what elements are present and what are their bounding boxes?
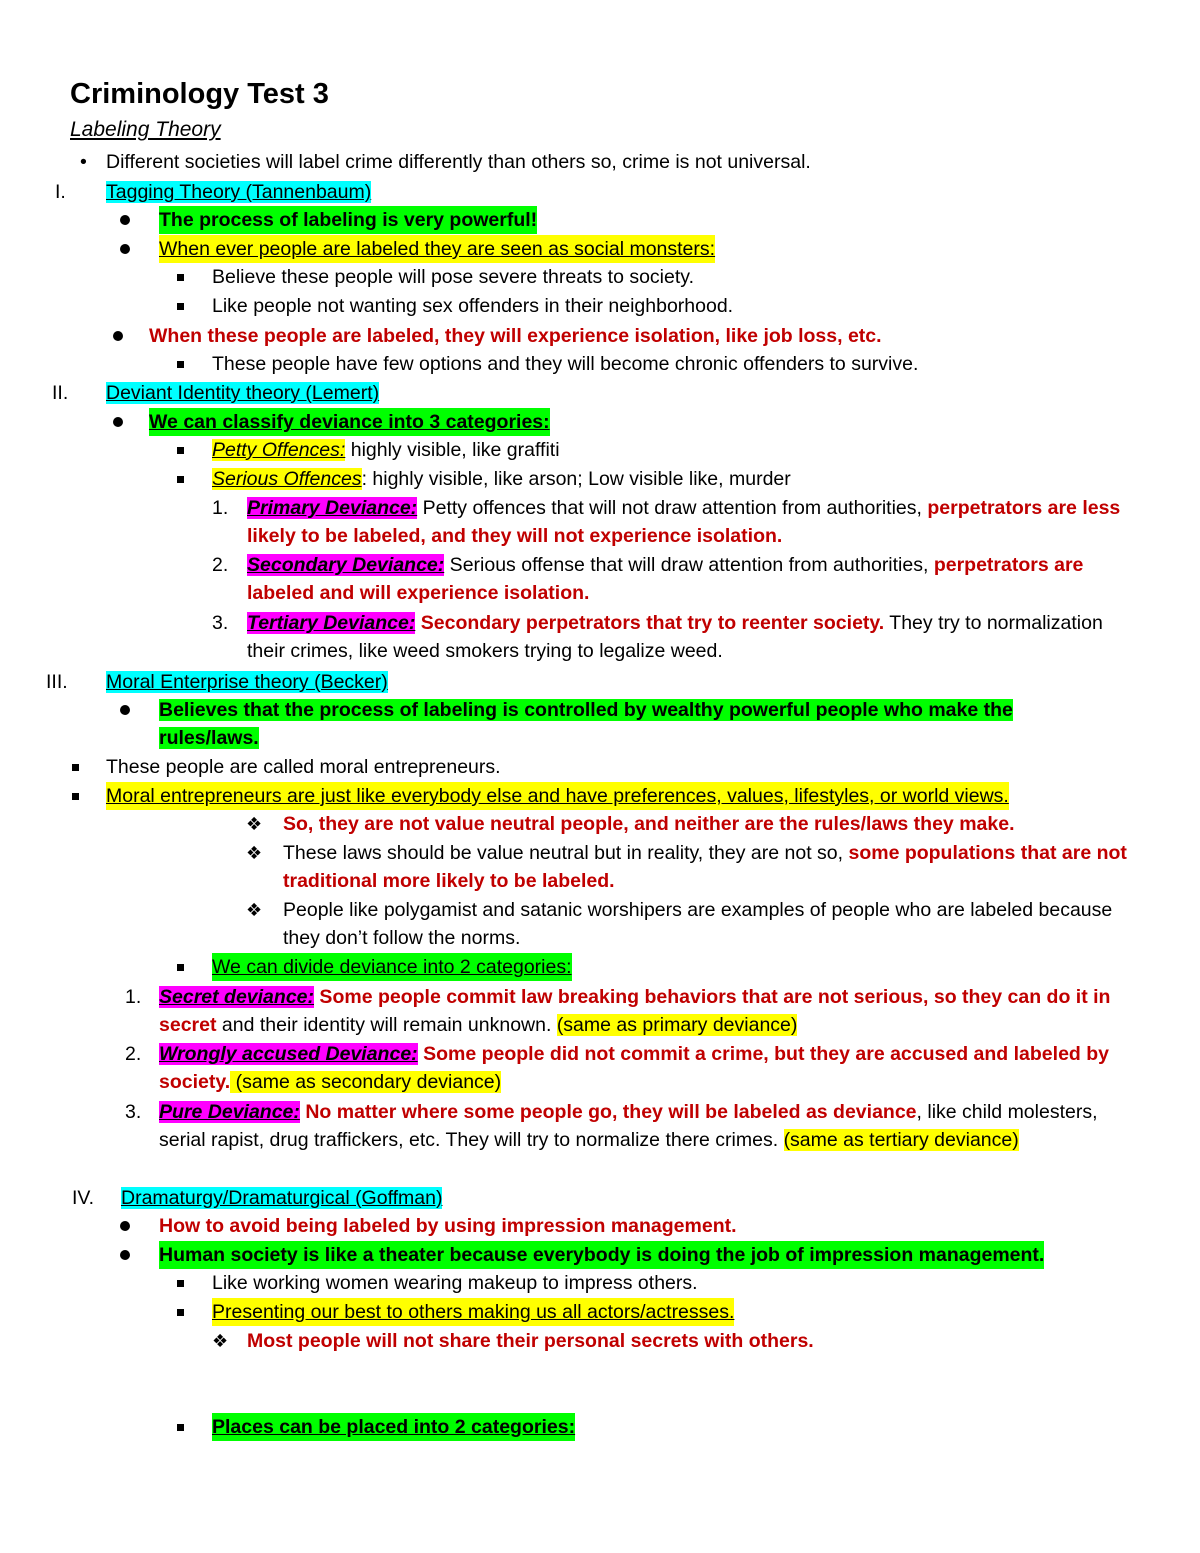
moral-point-1-line1 xyxy=(159,696,1013,724)
tertiary-deviance xyxy=(247,609,1137,665)
moral-diamond-2 xyxy=(283,839,1143,895)
serious-offences xyxy=(212,465,791,493)
drama-point-2: Human society is like a theater because everybody is doing the job of impression management. xyxy=(159,1241,1044,1269)
moral-p1-l2: rules/laws. xyxy=(159,727,259,749)
square-bullet xyxy=(177,447,184,454)
tagging-point-2b: Like people not wanting sex offenders in their neighborhood. xyxy=(212,295,734,317)
square-bullet xyxy=(177,1424,184,1431)
document-subtitle: Labeling Theory xyxy=(70,118,221,141)
square-bullet xyxy=(177,274,184,281)
section-heading-tagging xyxy=(106,178,371,206)
wrongly-accused-deviance xyxy=(159,1040,1139,1096)
primary-label: Primary Deviance: xyxy=(247,497,418,519)
diamond-bullet: ❖ xyxy=(212,1331,229,1351)
square-bullet xyxy=(177,361,184,368)
moral-p1-l1: Believes that the process of labeling is controlled by wealthy powerful people who make the xyxy=(159,699,1013,721)
list-number: 3. xyxy=(212,612,229,634)
bullet-dot xyxy=(120,1221,130,1231)
heading-text: Deviant Identity theory (Lemert) xyxy=(106,382,380,404)
heading-text: Dramaturgy/Dramaturgical (Goffman) xyxy=(121,1187,443,1209)
tertiary-text: They try to normalization their crimes, like weed smokers trying to legalize weed. xyxy=(247,612,1103,662)
tertiary-red: Secondary perpetrators that try to reenter society. xyxy=(415,612,885,634)
secret-label: Secret deviance: xyxy=(159,986,315,1008)
bullet-dot xyxy=(120,244,130,254)
pure-note: (same as tertiary deviance) xyxy=(783,1129,1019,1151)
moral-diamond-3: People like polygamist and satanic worshipers are examples of people who are labeled because they don’t follow the norms. xyxy=(283,899,1113,949)
primary-text: Petty offences that will not draw attention from authorities, xyxy=(417,497,928,519)
wrong-note: (same as secondary deviance) xyxy=(230,1071,502,1093)
intro-text: Different societies will label crime differently than others so, crime is not universal. xyxy=(106,151,811,173)
secret-note: (same as primary deviance) xyxy=(556,1014,798,1036)
bullet-dot xyxy=(113,417,123,427)
section-number: III. xyxy=(46,671,68,693)
petty-text: highly visible, like graffiti xyxy=(345,439,560,461)
moral-divide: We can divide deviance into 2 categories: xyxy=(212,953,572,981)
bullet-dot xyxy=(113,331,123,341)
bullet-glyph: • xyxy=(80,151,87,173)
section-heading-moral xyxy=(106,668,388,696)
secret-deviance xyxy=(159,983,1139,1039)
section-number: II. xyxy=(52,382,69,404)
square-bullet xyxy=(72,764,79,771)
heading-text: Moral Enterprise theory (Becker) xyxy=(106,671,388,693)
moral-sub-1: These people are called moral entrepreneurs. xyxy=(106,756,501,778)
tagging-point-3a: These people have few options and they will become chronic offenders to survive. xyxy=(212,353,919,375)
drama-sub-1: Like working women wearing makeup to impress others. xyxy=(212,1272,698,1294)
pure-deviance xyxy=(159,1098,1134,1154)
tagging-point-2: When ever people are labeled they are seen as social monsters: xyxy=(159,235,715,263)
secondary-red: perpetrators are labeled and will experience isolation. xyxy=(247,554,1084,604)
secondary-text: Serious offense that will draw attention from authorities, xyxy=(444,554,934,576)
tagging-point-3: When these people are labeled, they will experience isolation, like job loss, etc. xyxy=(149,325,882,347)
petty-offences xyxy=(212,436,560,464)
list-number: 2. xyxy=(125,1043,142,1065)
bullet-dot xyxy=(120,215,130,225)
diamond-bullet: ❖ xyxy=(246,814,263,834)
wrong-red: Some people did not commit a crime, but they are accused and labeled by society. xyxy=(159,1043,1110,1093)
square-bullet xyxy=(72,793,79,800)
secondary-deviance xyxy=(247,551,1137,607)
petty-label: Petty Offences: xyxy=(212,439,346,461)
secret-red: Some people commit law breaking behaviors that are not serious, so they can do it in secret xyxy=(159,986,1111,1036)
square-bullet xyxy=(177,303,184,310)
primary-deviance xyxy=(247,494,1137,550)
square-bullet xyxy=(177,1280,184,1287)
deviant-point-1: We can classify deviance into 3 categories: xyxy=(149,408,550,436)
list-number: 3. xyxy=(125,1101,142,1123)
square-bullet xyxy=(177,964,184,971)
moral-diamond-1: So, they are not value neutral people, and neither are the rules/laws they make. xyxy=(283,813,1015,835)
drama-point-1: How to avoid being labeled by using impression management. xyxy=(159,1215,737,1237)
list-number: 1. xyxy=(125,986,142,1008)
section-heading-drama xyxy=(121,1184,442,1212)
bullet-dot xyxy=(120,705,130,715)
section-heading-deviant xyxy=(106,379,379,407)
secondary-label: Secondary Deviance: xyxy=(247,554,445,576)
drama-places: Places can be placed into 2 categories: xyxy=(212,1413,575,1441)
moral-point-1-line2 xyxy=(159,724,259,752)
d2-text: These laws should be value neutral but in reality, they are not so, xyxy=(283,842,849,864)
square-bullet xyxy=(177,476,184,483)
drama-diamond-1: Most people will not share their personal secrets with others. xyxy=(247,1330,814,1352)
list-number: 2. xyxy=(212,554,229,576)
section-number: I. xyxy=(55,181,66,203)
drama-sub-2: Presenting our best to others making us all actors/actresses. xyxy=(212,1298,734,1326)
moral-sub-2: Moral entrepreneurs are just like everybody else and have preferences, values, lifestyles, or world views. xyxy=(106,782,1009,810)
pure-label: Pure Deviance: xyxy=(159,1101,300,1123)
bullet-dot xyxy=(120,1250,130,1260)
serious-text: : highly visible, like arson; Low visible like, murder xyxy=(361,468,791,490)
tagging-point-2a: Believe these people will pose severe threats to society. xyxy=(212,266,694,288)
pure-red: No matter where some people go, they will be labeled as deviance xyxy=(299,1101,917,1123)
pure-text: , like child molesters, serial rapist, drug traffickers, etc. They will try to normalize there crimes. xyxy=(159,1101,1098,1151)
diamond-bullet: ❖ xyxy=(246,900,263,920)
secret-text: and their identity will remain unknown. xyxy=(216,1014,557,1036)
heading-text: Tagging Theory (Tannenbaum) xyxy=(106,181,372,203)
square-bullet xyxy=(177,1309,184,1316)
serious-label: Serious Offences xyxy=(212,468,362,490)
document-title: Criminology Test 3 xyxy=(70,78,329,110)
primary-red: perpetrators are less likely to be labeled, and they will not experience isolation. xyxy=(247,497,1121,547)
diamond-bullet: ❖ xyxy=(246,843,263,863)
d2-red: some populations that are not traditional more likely to be labeled. xyxy=(283,842,1127,892)
section-number: IV. xyxy=(72,1187,95,1209)
wrong-label: Wrongly accused Deviance: xyxy=(159,1043,418,1065)
tagging-point-1: The process of labeling is very powerful! xyxy=(159,206,537,234)
tertiary-label: Tertiary Deviance: xyxy=(247,612,416,634)
list-number: 1. xyxy=(212,497,229,519)
